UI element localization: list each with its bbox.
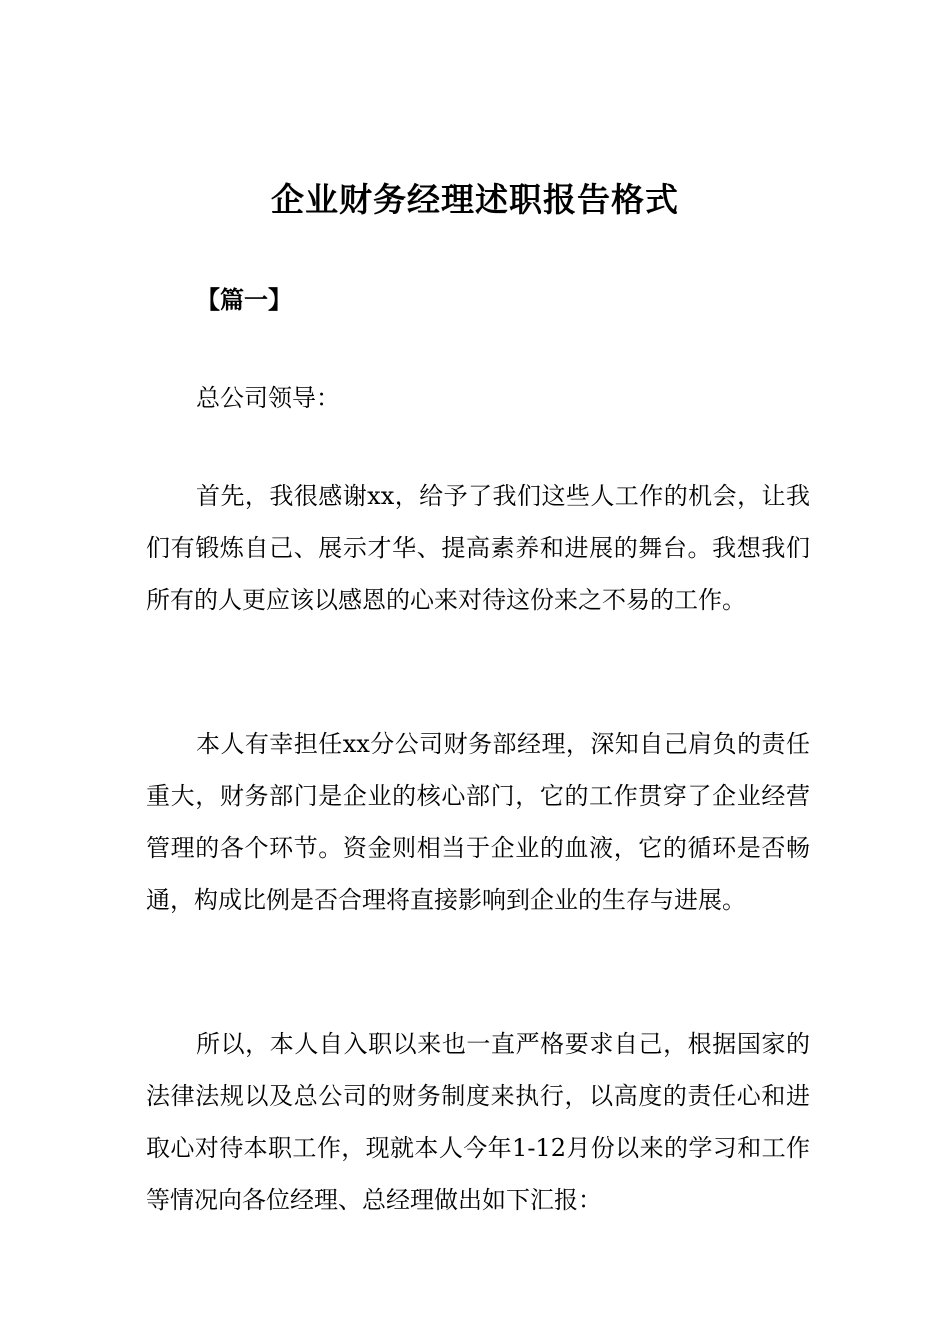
section-label: 【篇一】 — [196, 286, 292, 314]
document-title: 企业财务经理述职报告格式 — [271, 180, 679, 219]
paragraph-2: 本人有幸担任xx分公司财务部经理，深知自己肩负的责任重大，财务部门是企业的核心部门，它的工作贯穿了企业经营管理的各个环节。资金则相当于企业的血液，它的循环是否畅通，构成比例是否合理将直接影响到企业的生存与进展。 — [146, 730, 810, 914]
salutation: 总公司领导： — [196, 384, 340, 412]
paragraph-3: 所以，本人自入职以来也一直严格要求自己，根据国家的法律法规以及总公司的财务制度来执行，以高度的责任心和进取心对待本职工作，现就本人今年1-12月份以来的学习和工作等情况向各位经理、总经理做出如下汇报： — [146, 1030, 810, 1214]
paragraph-1: 首先，我很感谢xx，给予了我们这些人工作的机会，让我们有锻炼自己、展示才华、提高素养和进展的舞台。我想我们所有的人更应该以感恩的心来对待这份来之不易的工作。 — [146, 482, 810, 614]
